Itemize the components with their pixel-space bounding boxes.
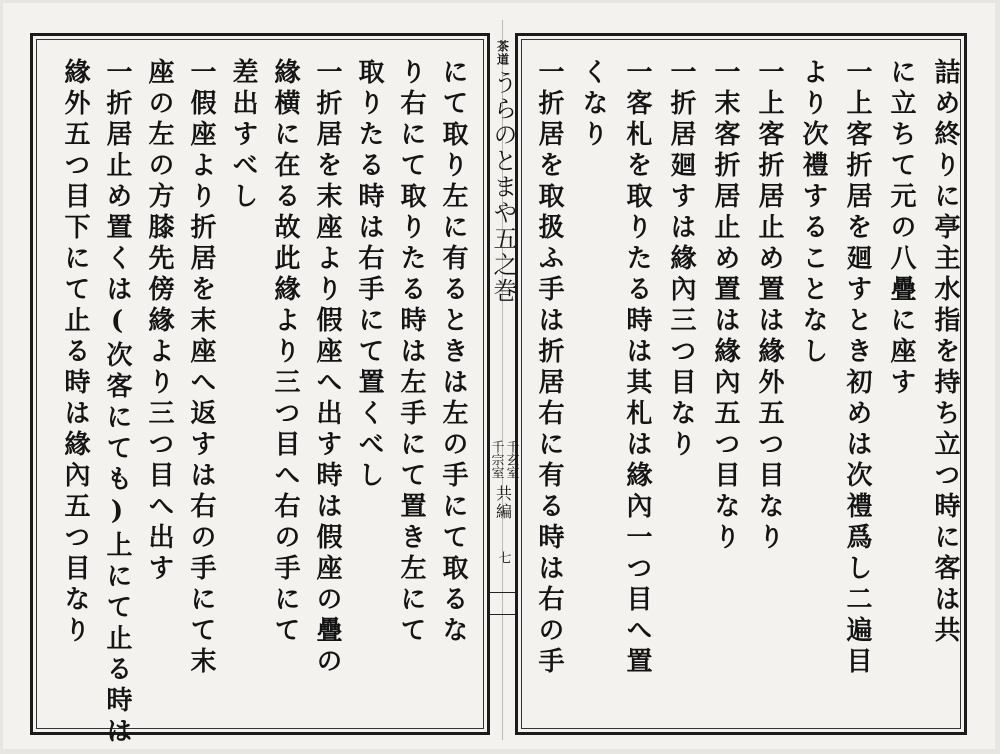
- folio-rule-top: [489, 592, 515, 593]
- header-editor: 共編: [493, 485, 513, 521]
- text-column: 一客札を取りたる時は其札は緣內一つ目へ置: [622, 58, 652, 678]
- header-subtitle: 茶道: [495, 40, 510, 66]
- text-column: り右にて取りたる時は左手にて置き左にて: [396, 58, 426, 647]
- running-header: [484, 40, 522, 730]
- folio-rule-bottom: [489, 614, 515, 615]
- text-column: より次禮することなし: [798, 58, 828, 368]
- text-column: 一折居を末座より假座へ出す時は假座の疊の: [312, 58, 342, 678]
- header-author-1: 千玄室: [503, 440, 519, 479]
- header-author-2: 千宗室: [488, 440, 504, 479]
- text-column: 差出すべし: [228, 58, 258, 213]
- text-column: 一折居止め置くは(次客にても)上にて止る時は: [102, 58, 132, 748]
- text-column: 一折居を取扱ふ手は折居右に有る時は右の手: [534, 58, 564, 678]
- page-number: 七: [495, 551, 511, 564]
- text-column: 一末客折居止め置は緣內五つ目なり: [710, 58, 740, 554]
- text-column: 一假座より折居を末座へ返すは右の手にて末: [186, 58, 216, 678]
- text-column: 一上客折居を廻すとき初めは次禮爲し二遍目: [842, 58, 872, 678]
- text-column: 緣外五つ目下にて止る時は緣內五つ目なり: [60, 58, 90, 647]
- header-title: うらのとまや五之巻: [489, 70, 517, 304]
- text-column: 一折居廻すは緣內三つ目なり: [666, 58, 696, 461]
- text-column: にて取り左に有るときは左の手にて取るな: [438, 58, 468, 647]
- text-column: 詰め終りに亭主水指を持ち立つ時に客は共: [930, 58, 960, 647]
- text-column: に立ちて元の八疊に座す: [886, 58, 916, 399]
- header-authors: [489, 440, 518, 479]
- text-column: 一上客折居止め置は緣外五つ目なり: [754, 58, 784, 554]
- text-column: 取りたる時は右手にて置くべし: [354, 58, 384, 492]
- text-column: 座の左の方膝先傍緣より三つ目へ出す: [144, 58, 174, 585]
- text-column: 緣横に在る故此緣より三つ目へ右の手にて: [270, 58, 300, 647]
- text-column: くなり: [578, 58, 608, 151]
